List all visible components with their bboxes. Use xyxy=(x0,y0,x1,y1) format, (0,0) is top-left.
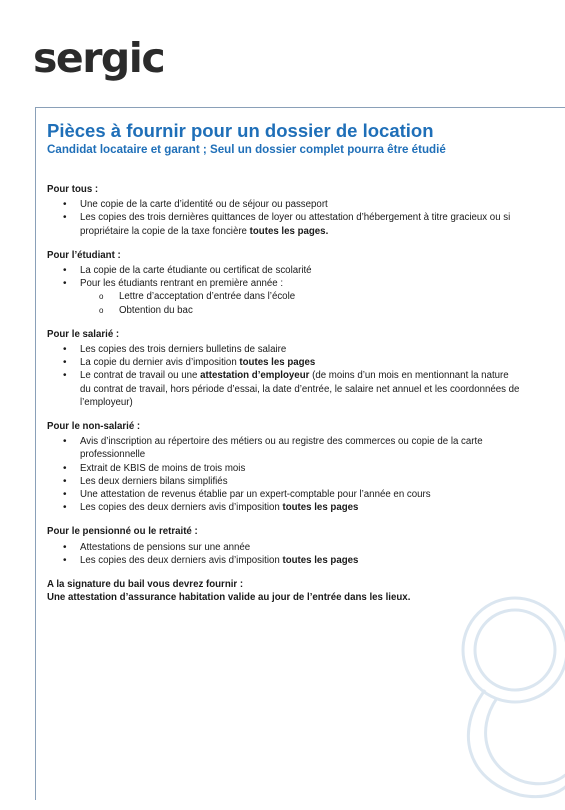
list-item: • Les copies des deux derniers avis d’imposition toutes les pages xyxy=(47,501,522,514)
list-item: • La copie du dernier avis d’imposition toutes les pages xyxy=(47,356,522,369)
list-item: • Les copies des trois dernières quittances de loyer ou attestation d’hébergement à titre gracieux ou si propriétaire la copie de la taxe foncière toutes les pages. xyxy=(47,211,522,237)
list-item: • Les copies des trois derniers bulletins de salaire xyxy=(47,343,522,356)
list-item: • Attestations de pensions sur une année xyxy=(47,541,522,554)
list-item: • Les copies des deux derniers avis d’imposition toutes les pages xyxy=(47,554,522,567)
insurance-line: Une attestation d’assurance habitation valide au jour de l’entrée dans les lieux. xyxy=(47,592,411,604)
list-item: • Avis d’inscription au répertoire des métiers ou au registre des commerces ou copie de la carte professionnelle xyxy=(47,435,522,461)
section-heading: Pour le pensionné ou le retraité : xyxy=(47,526,198,538)
section-etudiant xyxy=(47,249,522,317)
sub-list-item: o Lettre d’acceptation d’entrée dans l’école xyxy=(47,290,522,303)
company-logo: sergic xyxy=(33,34,165,82)
sub-list-item: o Obtention du bac xyxy=(47,304,522,317)
signature-requirement xyxy=(47,578,522,604)
list-item: • Les deux derniers bilans simplifiés xyxy=(47,475,522,488)
list-item: • Pour les étudiants rentrant en première année : o Lettre d’acceptation d’entrée dans l’école o Obtention du bac xyxy=(47,277,522,317)
list-item: • Le contrat de travail ou une attestation d’employeur (de moins d’un mois en mentionnant la nature du contrat de travail, hors période d’essai, la date d’entrée, le salaire net annuel et les coordonnées de l’employeur) xyxy=(47,369,522,409)
section-heading: Pour tous : xyxy=(47,184,99,195)
section-tous xyxy=(47,183,522,238)
page-subtitle: Candidat locataire et garant ; Seul un dossier complet pourra être étudié xyxy=(47,143,446,156)
list-item: • Une attestation de revenus établie par un expert-comptable pour l’année en cours xyxy=(47,488,522,501)
section-pensionne xyxy=(47,525,522,567)
list-item: • La copie de la carte étudiante ou certificat de scolarité xyxy=(47,264,522,277)
list-item: • Extrait de KBIS de moins de trois mois xyxy=(47,462,522,475)
page-title: Pièces à fournir pour un dossier de location xyxy=(47,120,434,141)
section-salarie xyxy=(47,328,522,409)
section-heading: Pour le non-salarié : xyxy=(47,421,141,433)
signature-line: A la signature du bail vous devrez fournir : xyxy=(47,579,244,591)
section-heading: Pour l’étudiant : xyxy=(47,249,121,261)
section-non-salarie xyxy=(47,420,522,514)
section-heading: Pour le salarié : xyxy=(47,328,120,340)
list-item: • Une copie de la carte d’identité ou de séjour ou passeport xyxy=(47,198,522,211)
document-body xyxy=(47,183,522,604)
